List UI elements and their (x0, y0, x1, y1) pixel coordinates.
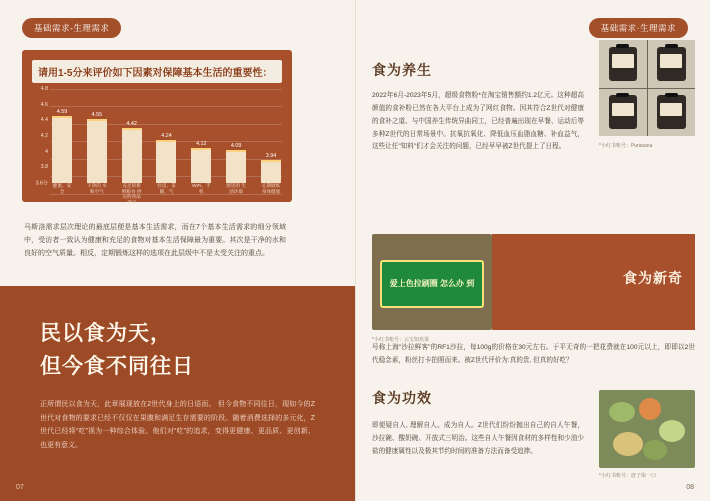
bar-value-label: 4.59 (56, 109, 68, 116)
bottle-icon (657, 95, 686, 129)
bar (226, 150, 246, 183)
photo-salad-bowl (599, 390, 695, 468)
bar (52, 116, 72, 183)
y-tick: 4 (45, 148, 48, 155)
bar (87, 119, 107, 183)
banner-title (40, 318, 194, 383)
importance-bar-chart (22, 50, 292, 206)
bottle-cell (648, 40, 696, 88)
y-tick: 3.6分 (35, 180, 48, 187)
x-axis-labels (51, 183, 282, 206)
bar-item (51, 89, 73, 183)
bar-item (190, 89, 212, 183)
bottle-lid-icon (665, 93, 678, 97)
bar-item (155, 89, 177, 183)
section-title-xinqi: 食为新奇 (623, 270, 683, 286)
bottle-cell (648, 89, 696, 137)
bar-item (225, 89, 247, 183)
bar (156, 140, 176, 183)
x-tick-label: 干净的 水和空气 (87, 183, 107, 194)
page-number-right: 08 (686, 484, 694, 491)
section-body-yangsheng: 2022年6月-2023年5月，超级食物粉*在淘宝销售额约1.2亿元。这种超高颜值的食补粉已然在各大平台上成为了网红食物。因其符合Z世代对健康的食补之道、与中国养生传统异曲同工，已经普遍出现在早餐、运动后等多种Z世代的日常场景中。抗氧抗氧化、降低血压血脂血糖、补血益气，这些让任"知料"们才会关注的问题，已经早早被Z世代提上了日程。 (372, 92, 584, 151)
banner-title-line1: 民以食为天， (40, 322, 172, 345)
bar-value-label: 4.12 (196, 140, 207, 147)
section-body-xinqi: 号称上海"沙拉鲜客"的RF1沙拉，每100g的价格在30元左右。于平无奇的一把花费就在100元以上，即即以2世代稳念素，粉丝打卡拍照而来。被Z世代评价为:真的贵, 但真的好吃？ (372, 344, 695, 364)
section-body-gongxiao: 即便疑自人, 理解自人。成为自人。Z世代们纷纷抛出自己的自人午餐，沙拉碗、酸奶碗、开放式三明治。这些自人午餐因食材的多样性和少油少盐的健康属性以及极其节约时间的准备方法而备受追捧。 (372, 422, 584, 455)
chart-plot-area (32, 86, 282, 206)
x-tick-label: WiFi、手机 (192, 183, 211, 194)
x-tick-label: 定期锻炼 身体健康 (261, 183, 281, 194)
chart-title: 请用1-5分来评价如下因素对保障基本生活的重要性： (32, 60, 282, 83)
x-tick-label: 充足的新鲜粮食 供应的食品供应 (121, 183, 142, 206)
bottle-lid-icon (616, 44, 629, 48)
photo-superfood-bottles (599, 40, 695, 136)
banner-body: 正所谓民以食为天，此章展现放在2世代身上的日语而。 但今食物不同往日，现如今的Z世代对食物的要求已经不仅仅在果腹和满足生存需要的阶段。随着消费选择的多元化，Z世代已经将“吃”视为一种综合体验。他们对“吃”的追求，变得更健康、更品质、更创新、也更有意义。 (40, 401, 315, 449)
bar-value-label: 4.09 (230, 143, 242, 149)
bottle-lid-icon (665, 44, 678, 48)
veg-shape (609, 402, 635, 422)
bar-item (86, 89, 108, 183)
section-title-gongxiao: 食为功效 (372, 390, 432, 406)
section-tag-right: 基础需求·生理需求 (589, 18, 688, 38)
bar-series (51, 89, 282, 183)
section-tag-left: 基础需求-生理需求 (22, 18, 121, 38)
bottle-grid (599, 40, 695, 136)
green-sign-graphic: 爱上色拉刷圈 怎么办 到 (380, 260, 484, 308)
bottle-cell (599, 40, 647, 88)
section-title-yangsheng: 食为养生 (372, 62, 432, 78)
veg-shape (613, 432, 643, 456)
bar-value-label: 4.55 (91, 112, 103, 119)
bottle-icon (609, 47, 638, 81)
bar-value-label: 4.42 (126, 120, 137, 127)
bottle-icon (657, 47, 686, 81)
x-tick-label: 舒适的 生活环境 (226, 183, 246, 194)
bar (261, 160, 281, 183)
section-xinqi-card (492, 234, 695, 330)
page-number-left: 07 (16, 484, 24, 491)
x-tick-label: 健康、安全 (52, 183, 72, 194)
y-tick: 3.8 (40, 164, 48, 171)
y-tick: 4.6 (40, 101, 48, 108)
y-tick: 4.4 (40, 117, 48, 124)
highlight-banner (0, 286, 355, 501)
bar-item (260, 89, 282, 183)
bar (122, 128, 142, 183)
veg-shape (639, 398, 661, 420)
banner-title-line2: 但今食不同往日 (40, 354, 194, 378)
bottle-icon (609, 95, 638, 129)
photo-caption-1: *小红书账号：Purasana (599, 143, 653, 149)
y-axis (32, 86, 50, 187)
veg-shape (643, 440, 667, 460)
veg-shape (659, 420, 685, 442)
bottle-lid-icon (616, 93, 629, 97)
x-tick-label: 住房、采暖、气 (157, 183, 176, 194)
bar-value-label: 4.24 (161, 132, 172, 139)
photo-salad-market (372, 234, 492, 330)
bar-value-label: 3.94 (265, 153, 277, 160)
bar (191, 148, 211, 183)
photo-caption-3: *小红书账号：唐子柒一口 (599, 473, 656, 479)
bottle-cell (599, 89, 647, 137)
photo-caption-2: *小红书账号：云宝知名菜 (372, 337, 429, 343)
left-analysis-paragraph: 马斯洛需求层次理论的最底层便是基本生活需求，而在7个基本生活需求的细分领域中，受访者一致认为健康和充足的食物对基本生活保障最为重要。其次是干净的水和良好的空气质量。相反，定期锻炼这样的选项在此层级中不是太受关注的重点。 (24, 224, 286, 257)
bar-item (121, 89, 143, 183)
right-page (355, 0, 710, 501)
y-tick: 4.8 (40, 86, 48, 92)
y-tick: 4.2 (40, 133, 48, 139)
